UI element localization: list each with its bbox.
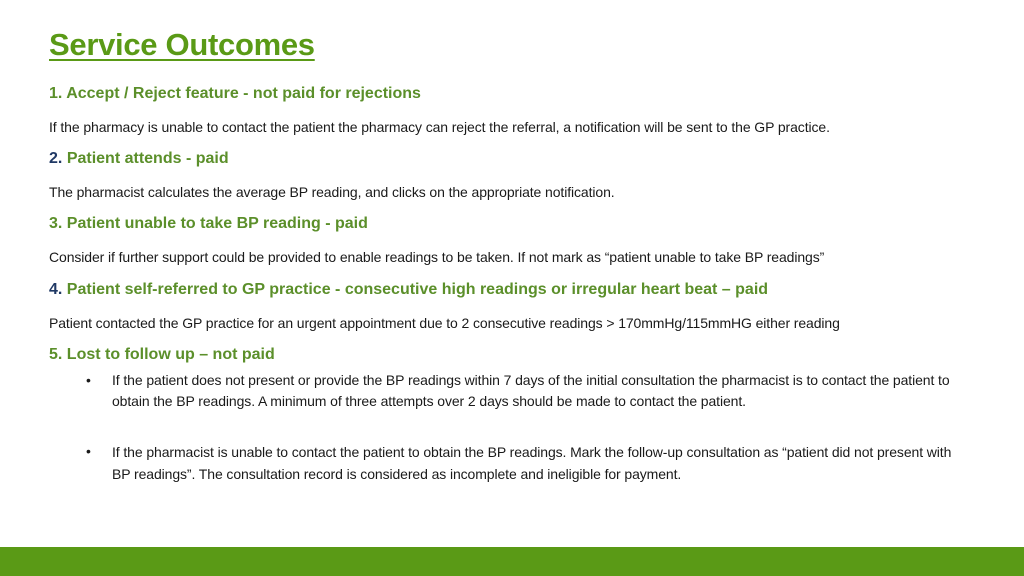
section-2-heading [49,150,229,168]
section-5-number: 5. [49,346,63,363]
section-4-text: Patient contacted the GP practice for an urgent appointment due to 2 consecutive readings > 170mmHg/115mmHG either reading [49,315,840,331]
footer-accent-bar [0,547,1024,576]
section-1-title: Accept / Reject feature - not paid for rejections [66,85,421,102]
section-3-heading [49,215,368,233]
bullet-2-text: If the pharmacist is unable to contact the patient to obtain the BP readings. Mark the follow-up consultation as “patient did not present with BP readings”. The consultation record is considered as incomplete and ineligible for payment. [112,444,952,482]
section-2-separator: . [57,150,63,167]
section-5-title: Lost to follow up – not paid [66,346,275,363]
bullet-1-glyph: • [86,372,91,388]
page-title: Service Outcomes [49,27,315,62]
section-1-text: If the pharmacy is unable to contact the patient the pharmacy can reject the referral, a notification will be sent to the GP practice. [49,119,830,135]
section-4-number: 4. [49,281,63,298]
section-3-text: Consider if further support could be provided to enable readings to be taken. If not mark as “patient unable to take BP readings” [49,249,825,265]
section-2-text: The pharmacist calculates the average BP reading, and clicks on the appropriate notification. [49,184,615,200]
section-1-number: 1. [49,85,63,102]
bullet-2-glyph: • [86,443,91,459]
bullet-1-text: If the patient does not present or provide the BP readings within 7 days of the initial consultation the pharmacist is to contact the patient to obtain the BP readings. A minimum of three attempts over 2 days should be made to contact the patient. [112,372,950,409]
section-1-heading [49,85,421,103]
section-3-title: Patient unable to take BP reading - paid [66,215,368,232]
section-2-title: Patient attends - paid [66,150,229,167]
section-4-heading [49,281,768,299]
section-2-number: 2 [49,150,58,167]
section-5-heading [49,346,275,364]
section-3-number: 3. [49,215,63,232]
section-4-title: Patient self-referred to GP practice - consecutive high readings or irregular heart beat – paid [66,281,769,298]
